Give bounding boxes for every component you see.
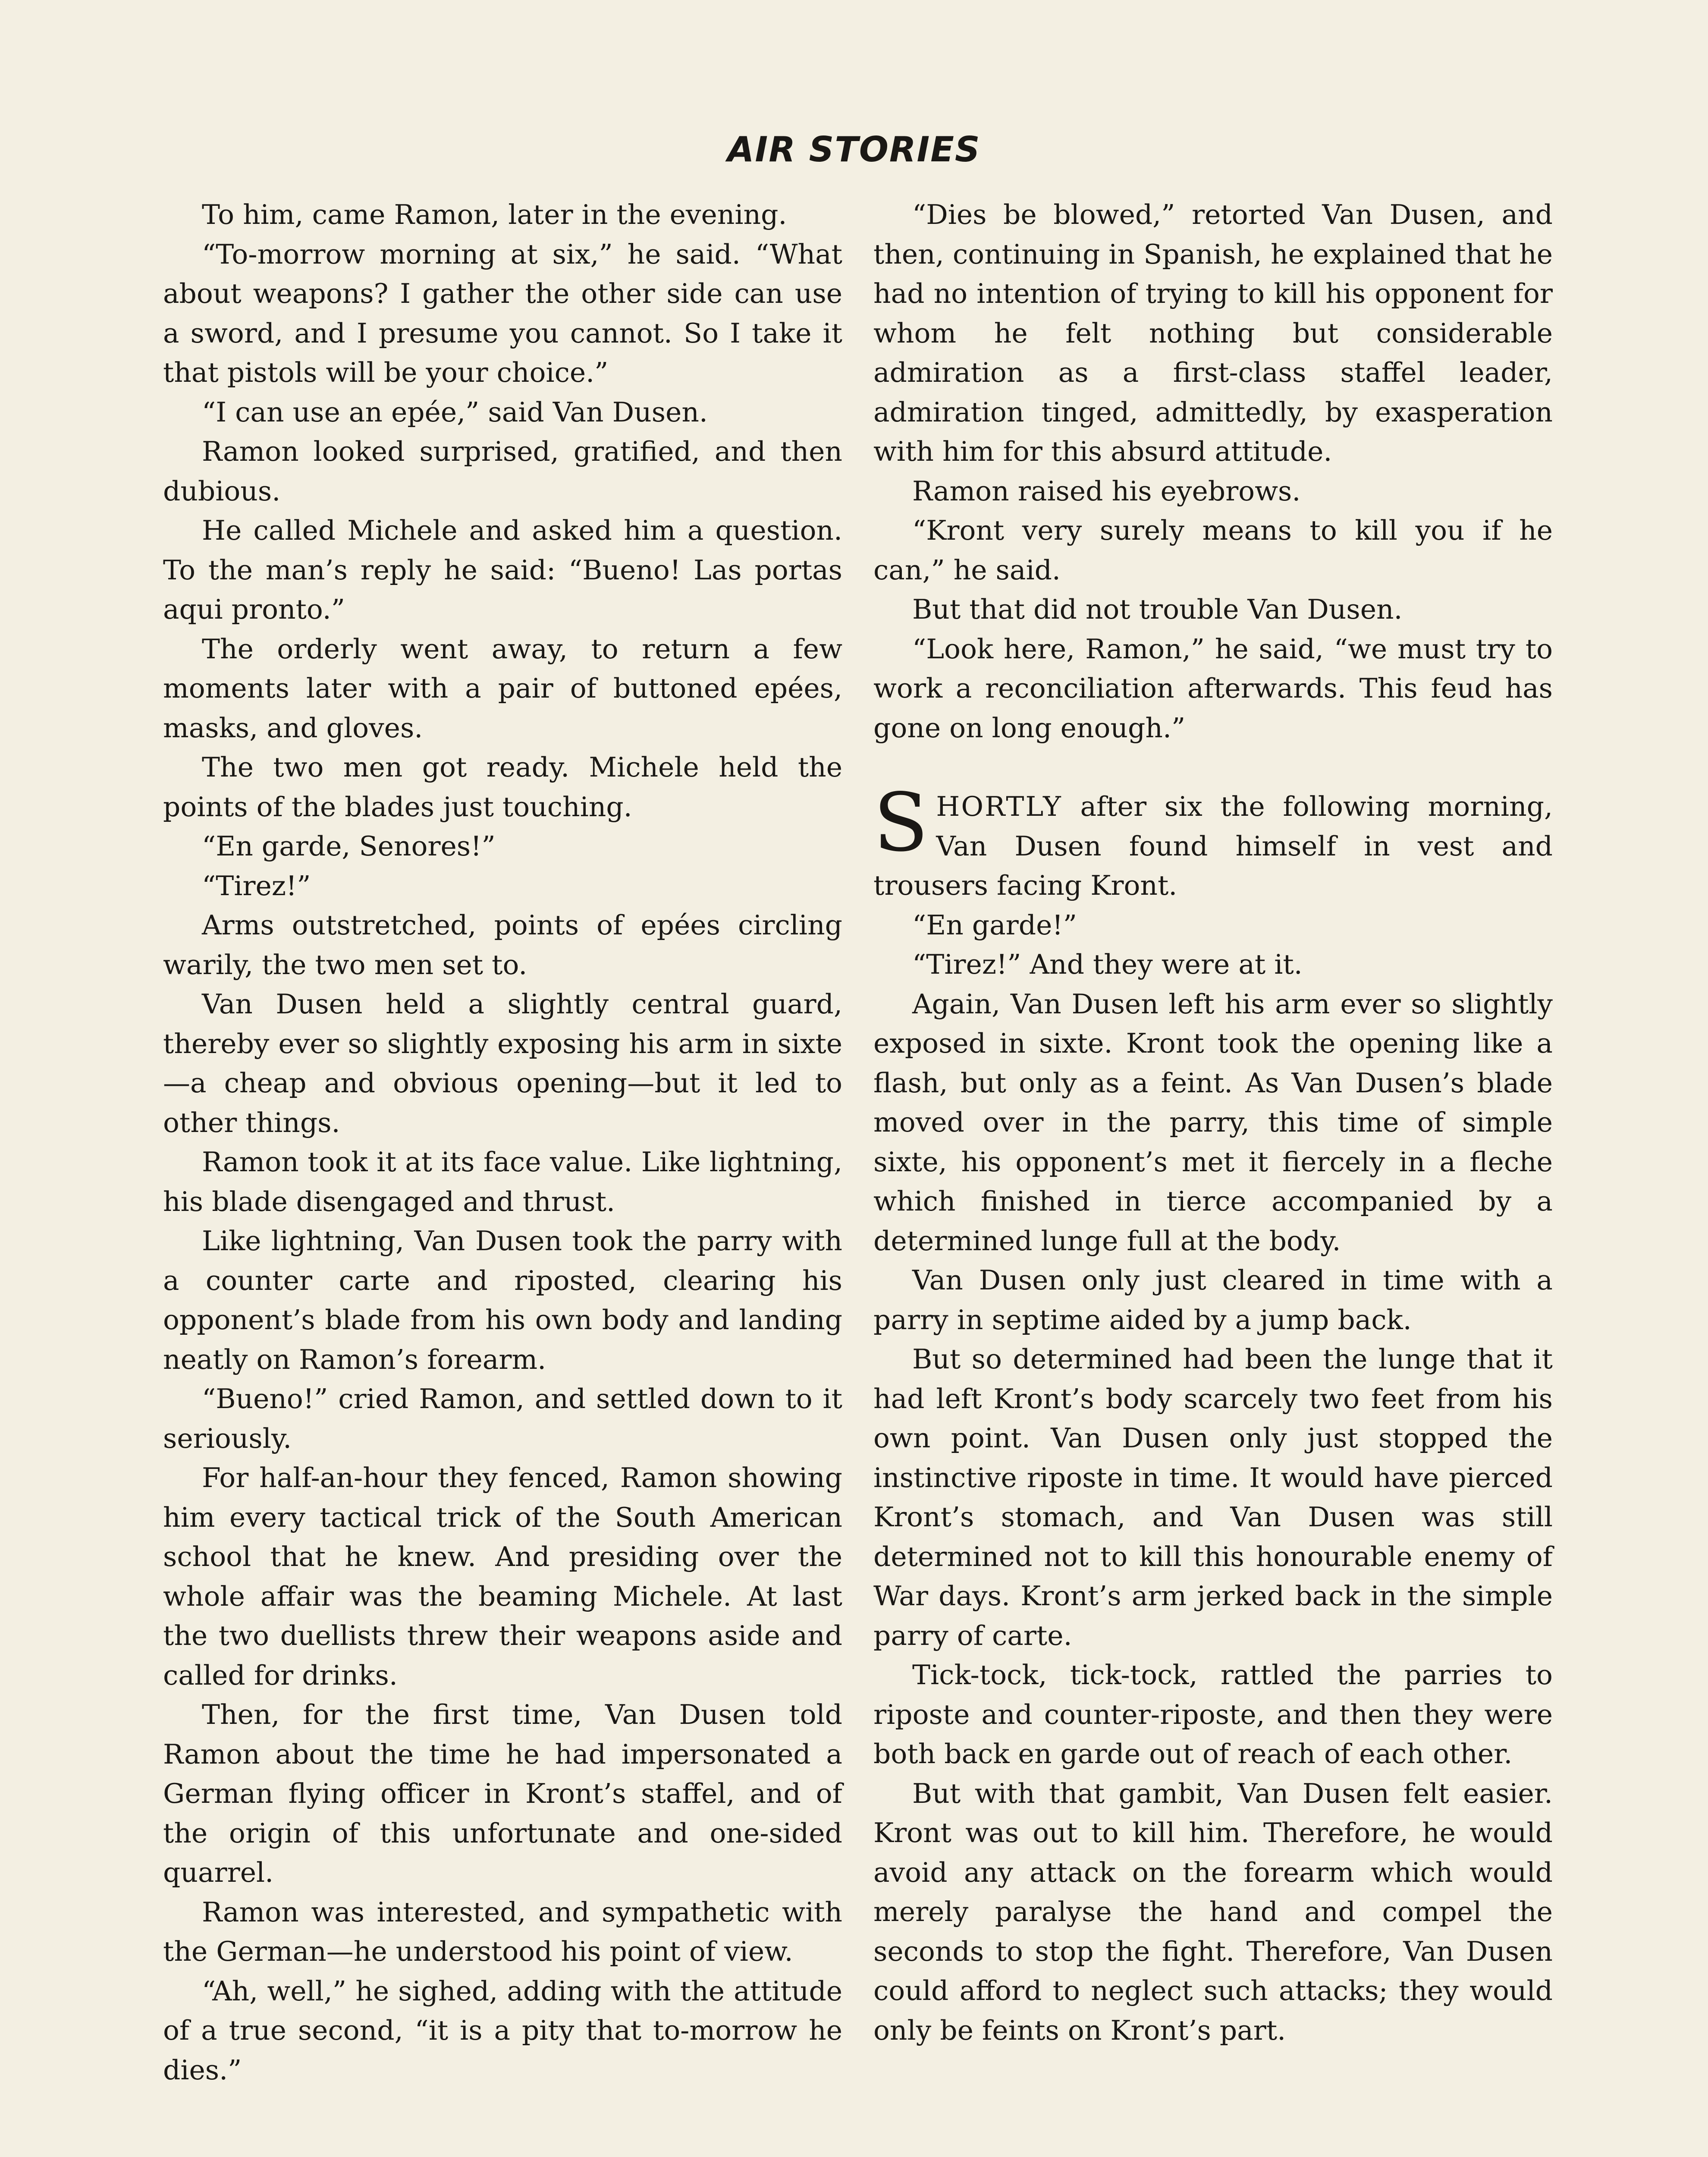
paragraph: Van Dusen held a slightly central guard, thereby ever so slightly exposing his arm in sixte—a cheap and obvious opening—but it led to other things.: [163, 988, 842, 1138]
paragraph: For half-an-hour they fenced, Ramon showing him every tactical trick of the South American school that he knew. And presiding over the whole affair was the beaming Michele. At last the two duellists threw their weapons aside and called for drinks.: [163, 1462, 842, 1691]
paragraph: “I can use an epée,” said Van Dusen.: [202, 396, 708, 428]
paragraph: “Ah, well,” he sighed, adding with the attitude of a true second, “it is a pity that to-morrow he dies.”: [163, 1975, 842, 2086]
paragraph: But that did not trouble Van Dusen.: [912, 594, 1403, 625]
paragraph: “En garde!”: [912, 909, 1077, 941]
paragraph: Ramon looked surprised, gratified, and then dubious.: [163, 436, 842, 507]
paragraph: The two men got ready. Michele held the points of the blades just touching.: [163, 751, 842, 823]
paragraph: Ramon took it at its face value. Like lightning, his blade disengaged and thrust.: [163, 1146, 842, 1217]
paragraph: “Dies be blowed,” retorted Van Dusen, and then, continuing in Spanish, he explained that he had no intention of trying to kill his opponent for whom he felt nothing but considerable admiration as a first-class staffel leader, admiration tinged, admittedly, by exasperation with him for this absurd attitude.: [873, 199, 1553, 467]
paragraph: But so determined had been the lunge that it had left Kront’s body scarcely two feet from his own point. Van Dusen only just stopped the instinctive riposte in time. It would have pierced Kront’s stomach, and Van Dusen was still determined not to kill this honourable enemy of War days. Kront’s arm jerked back in the simple parry of carte.: [873, 1343, 1553, 1651]
left-text-column: [163, 195, 842, 2090]
lead-in-small-caps: HORTLY: [936, 791, 1062, 822]
running-header: AIR STORIES: [727, 129, 981, 170]
paragraph: “Look here, Ramon,” he said, “we must try to work a reconciliation afterwards. This feud has gone on long enough.”: [873, 633, 1553, 744]
paragraph: Ramon raised his eyebrows.: [912, 475, 1301, 507]
paragraph: Like lightning, Van Dusen took the parry with a counter carte and riposted, clearing his opponent’s blade from his own body and landing neatly on Ramon’s forearm.: [163, 1225, 842, 1375]
paragraph: “To-morrow morning at six,” he said. “What about weapons? I gather the other side can use a sword, and I presume you cannot. So I take it that pistols will be your choice.”: [163, 238, 842, 388]
section-break: [873, 748, 1553, 787]
paragraph: Tick-tock, tick-tock, rattled the parries to riposte and counter-riposte, and then they were both back en garde out of reach of each other.: [873, 1659, 1553, 1770]
paragraph: “Kront very surely means to kill you if he can,” he said.: [873, 515, 1553, 586]
paragraph: Then, for the first time, Van Dusen told Ramon about the time he had impersonated a German flying officer in Kront’s staffel, and of the origin of this unfortunate and one-sided quarrel.: [163, 1699, 842, 1888]
paragraph: Ramon was interested, and sympathetic with the German—he understood his point of view.: [163, 1896, 842, 1967]
paragraph: To him, came Ramon, later in the evening.: [202, 199, 787, 230]
paragraph: “Bueno!” cried Ramon, and settled down to it seriously.: [163, 1383, 842, 1454]
drop-cap: S: [873, 776, 929, 869]
paragraph: But with that gambit, Van Dusen felt easier. Kront was out to kill him. Therefore, he would avoid any attack on the forearm which would merely paralyse the hand and compel the seconds to stop the fight. Therefore, Van Dusen could afford to neglect such attacks; they would only be feints on Kront’s part.: [873, 1777, 1553, 2046]
paragraph: Arms outstretched, points of epées circling warily, the two men set to.: [163, 909, 842, 981]
paragraph: “En garde, Senores!”: [202, 830, 496, 862]
paragraph: “Tirez!”: [202, 870, 311, 902]
section-opening-paragraph: [873, 776, 1553, 906]
paragraph: Again, Van Dusen left his arm ever so slightly exposed in sixte. Kront took the opening like a flash, but only as a feint. As Van Dusen’s blade moved over in the parry, this time of simple sixte, his opponent’s met it fiercely in a fleche which finished in tierce accompanied by a determined lunge full at the body.: [873, 988, 1553, 1257]
right-text-column: [873, 195, 1553, 2050]
paragraph: “Tirez!” And they were at it.: [912, 949, 1303, 980]
paragraph: He called Michele and asked him a question. To the man’s reply he said: “Bueno! Las portas aqui pronto.”: [163, 515, 842, 625]
lead-in-text: after six the following morning, Van Dusen found himself in vest and trousers facing Kront.: [873, 791, 1553, 901]
paragraph: The orderly went away, to return a few moments later with a pair of buttoned epées, masks, and gloves.: [163, 633, 842, 744]
paragraph: Van Dusen only just cleared in time with a parry in septime aided by a jump back.: [873, 1264, 1553, 1336]
